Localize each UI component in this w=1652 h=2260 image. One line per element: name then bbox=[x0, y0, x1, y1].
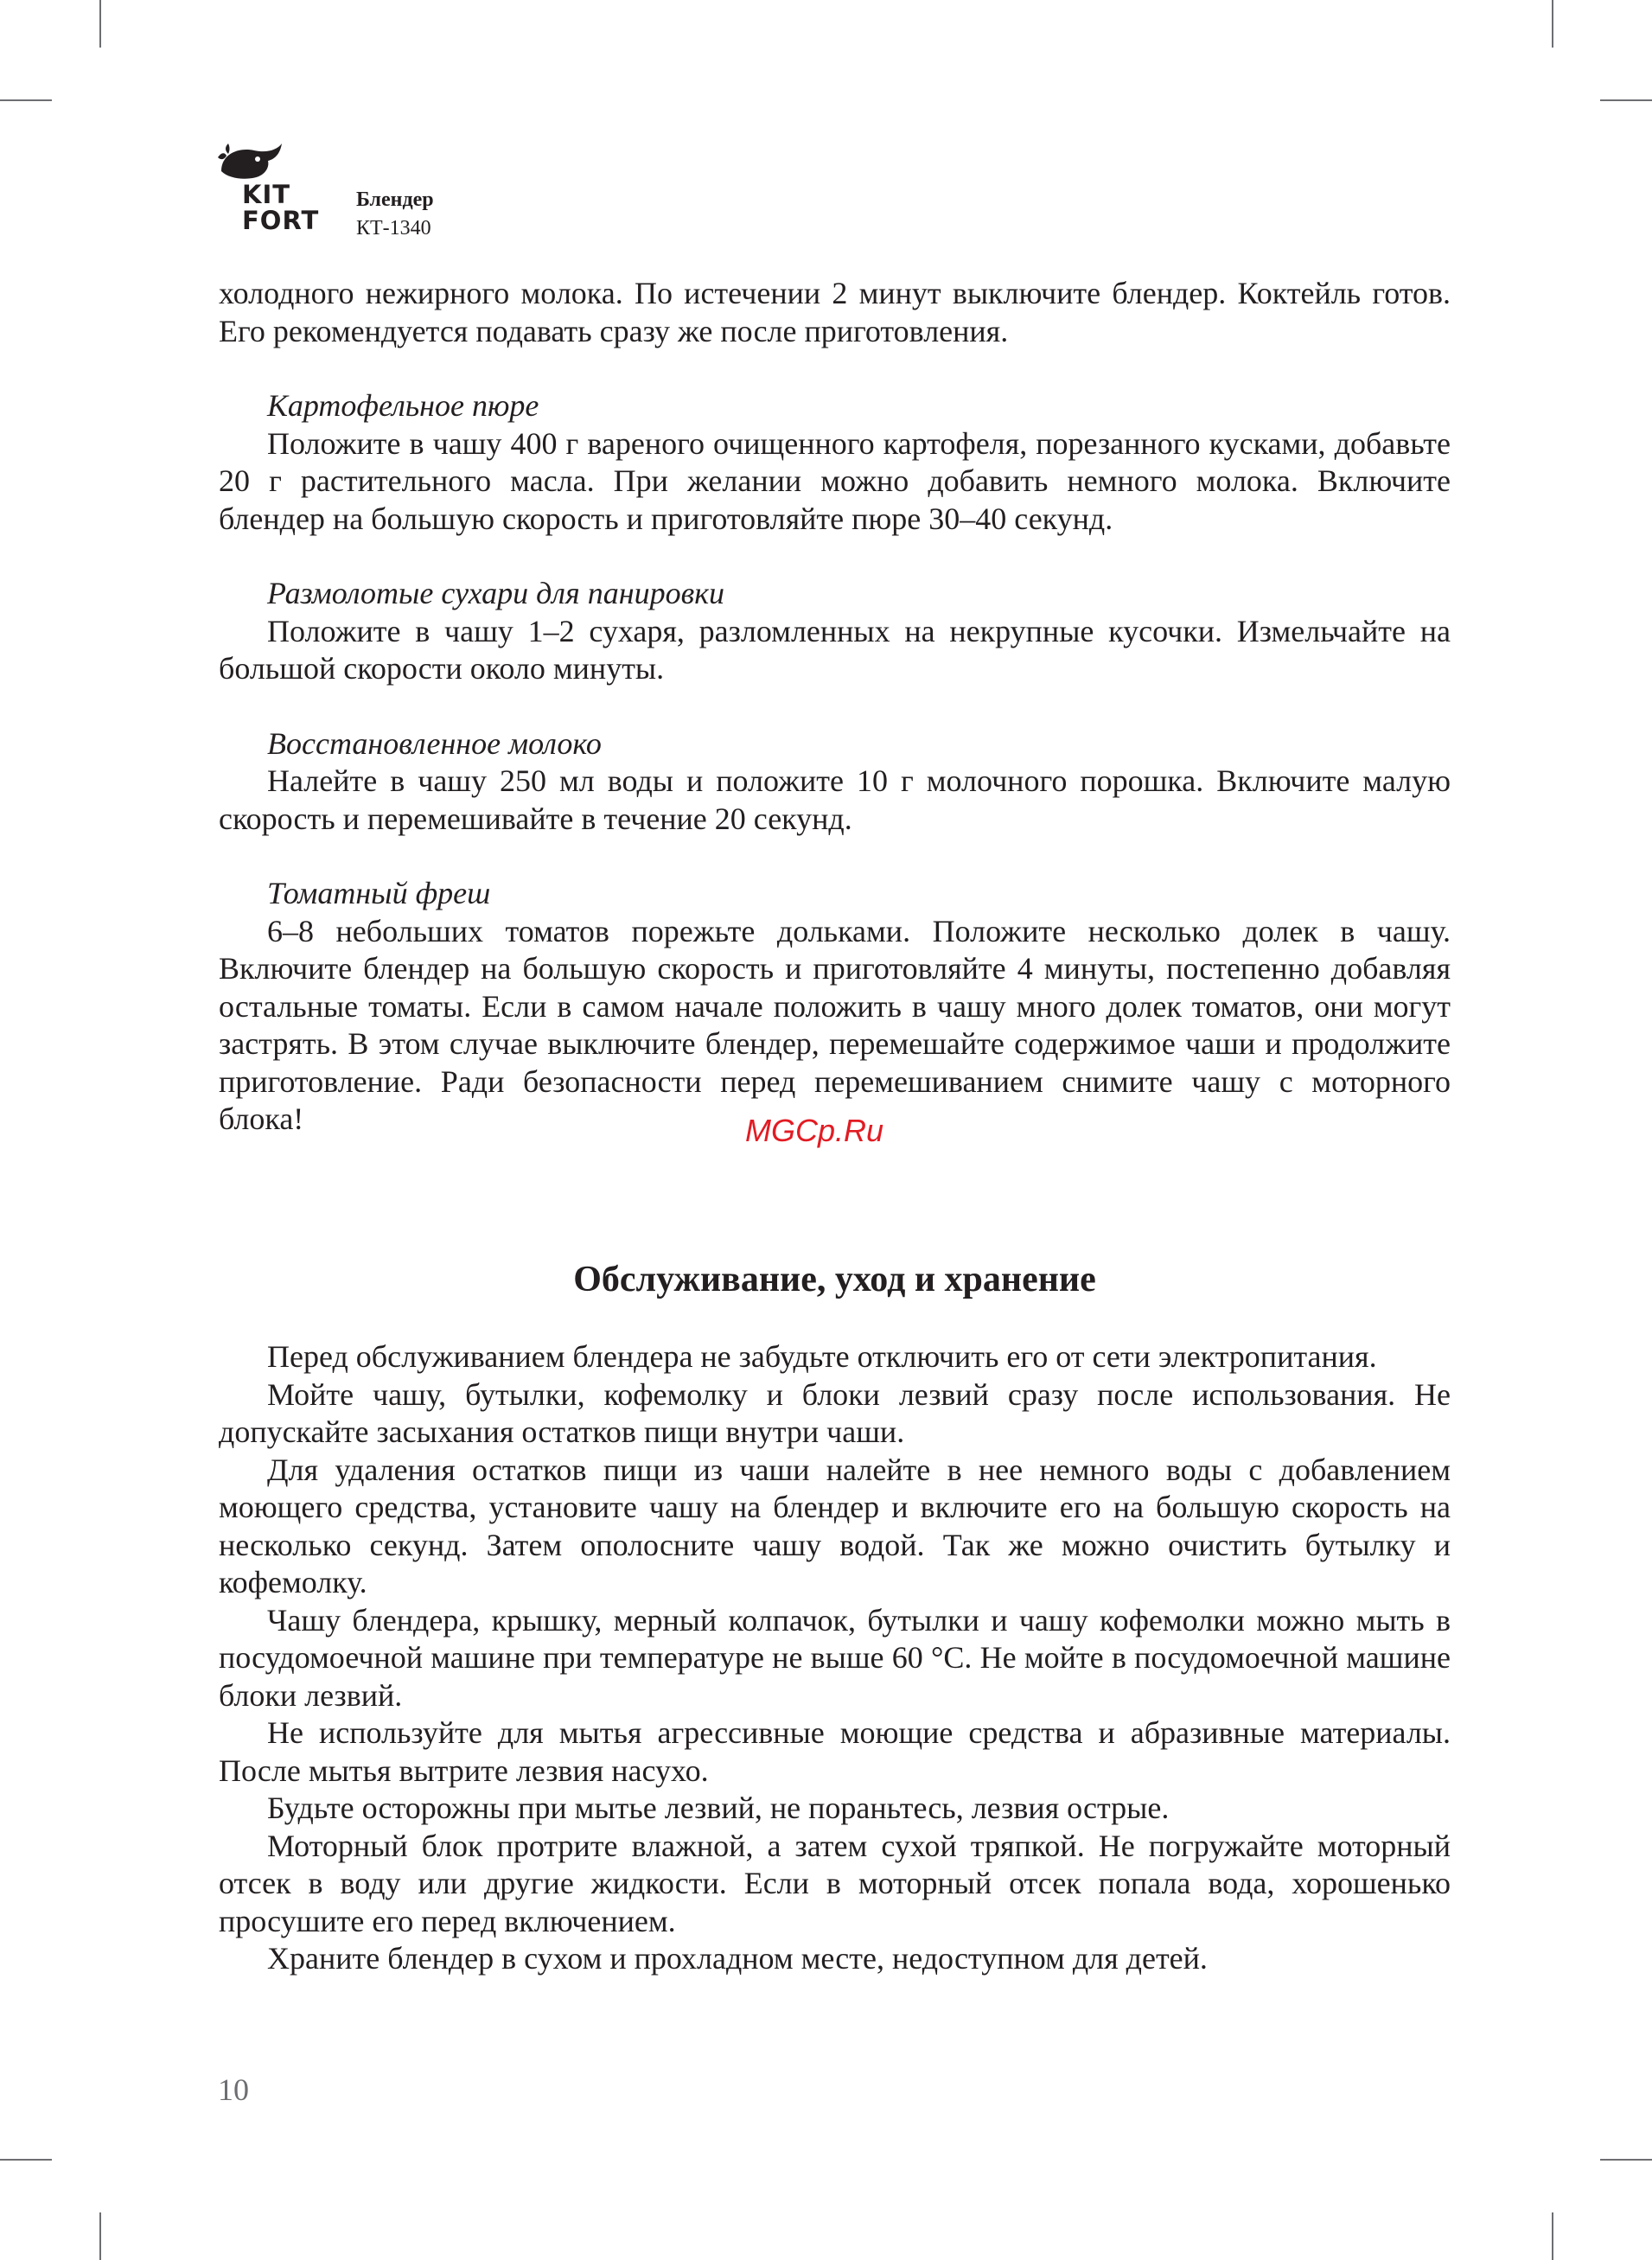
logo-line-2: FORT bbox=[242, 206, 320, 235]
watermark: MGCp.Ru bbox=[745, 1113, 884, 1148]
paragraph: Чашу блендера, крышку, мерный колпачок, бутылки и чашу кофемолки можно мыть в посудомоечной машине при температуре не выше 60 °С. Не мойте в посудомоечной машине блоки лезвий. bbox=[219, 1602, 1451, 1713]
recipe-title: Картофельное пюре bbox=[267, 388, 539, 423]
crop-mark bbox=[1600, 99, 1652, 101]
logo-line-1: KIT bbox=[242, 180, 291, 209]
recipes-section bbox=[219, 275, 1451, 1139]
crop-mark bbox=[1552, 0, 1553, 48]
crop-mark bbox=[99, 0, 101, 48]
model-number: КТ-1340 bbox=[356, 217, 431, 239]
crop-mark bbox=[0, 99, 52, 101]
paragraph: Храните блендер в сухом и прохладном месте, недоступном для детей. bbox=[267, 1941, 1208, 1976]
maintenance-section bbox=[219, 1338, 1451, 1978]
paragraph: Положите в чашу 400 г вареного очищенного картофеля, порезанного кусками, добавьте 20 г растительного масла. При желании можно добавить немного молока. Включите блендер на большую скорость и приготовляйте пюре 30–40 секунд. bbox=[219, 425, 1451, 536]
crop-mark bbox=[1600, 2159, 1652, 2161]
recipe-title: Размолотые сухари для панировки bbox=[267, 576, 725, 610]
recipe-title: Томатный фреш bbox=[267, 876, 491, 910]
kitfort-logo bbox=[216, 138, 328, 242]
paragraph: Положите в чашу 1–2 сухаря, разломленных на некрупные кусочки. Измельчайте на большой скорости около минуты. bbox=[219, 613, 1451, 686]
paragraph: Для удаления остатков пищи из чаши налейте в нее немного воды с добавлением моющего средства, установите чашу на блендер и включите его на большую скорость на несколько секунд. Затем ополосните чашу водой. Так же можно очистить бутылку и кофемолку. bbox=[219, 1452, 1451, 1599]
logo-wordmark bbox=[242, 182, 319, 233]
product-name: Блендер bbox=[356, 188, 434, 211]
paragraph: Перед обслуживанием блендера не забудьте отключить его от сети электропитания. bbox=[267, 1339, 1377, 1374]
crop-mark bbox=[1552, 2212, 1553, 2260]
paragraph: Не используйте для мытья агрессивные моющие средства и абразивные материалы. После мытья вытрите лезвия насухо. bbox=[219, 1715, 1451, 1788]
paragraph: 6–8 небольших томатов порежьте дольками. Положите несколько долек в чашу. Включите блендер на большую скорость и приготовляйте 4 минуты, постепенно добавляя остальные томаты. Если в самом начале положить в чашу много долек томатов, они могут застрять. В этом случае выключите блендер, перемешайте содержимое чаши и продолжите приготовление. Ради безопасности перед перемешиванием снимите чашу с моторного блока! bbox=[219, 913, 1451, 1136]
paragraph: Моторный блок протрите влажной, а затем сухой тряпкой. Не погружайте моторный отсек в воду или другие жидкости. Если в моторный отсек попала вода, хорошенько просушите его перед включением. bbox=[219, 1828, 1451, 1938]
paragraph: холодного нежирного молока. По истечении 2 минут выключите блендер. Коктейль готов. Его рекомендуется подавать сразу же после приготовления. bbox=[219, 276, 1451, 348]
recipe-title: Восстановленное молоко bbox=[267, 725, 602, 761]
paragraph: Будьте осторожны при мытье лезвий, не пораньтесь, лезвия острые. bbox=[267, 1791, 1170, 1825]
section-title: Обслуживание, уход и хранение bbox=[573, 1260, 1096, 1299]
paragraph: Налейте в чашу 250 мл воды и положите 10 г молочного порошка. Включите малую скорость и перемешивайте в течение 20 секунд. bbox=[219, 763, 1451, 836]
crop-mark bbox=[99, 2212, 101, 2260]
page-number: 10 bbox=[218, 2072, 249, 2107]
crop-mark bbox=[0, 2159, 52, 2161]
paragraph: Мойте чашу, бутылки, кофемолку и блоки лезвий сразу после использования. Не допускайте засыхания остатков пищи внутри чаши. bbox=[219, 1376, 1451, 1449]
